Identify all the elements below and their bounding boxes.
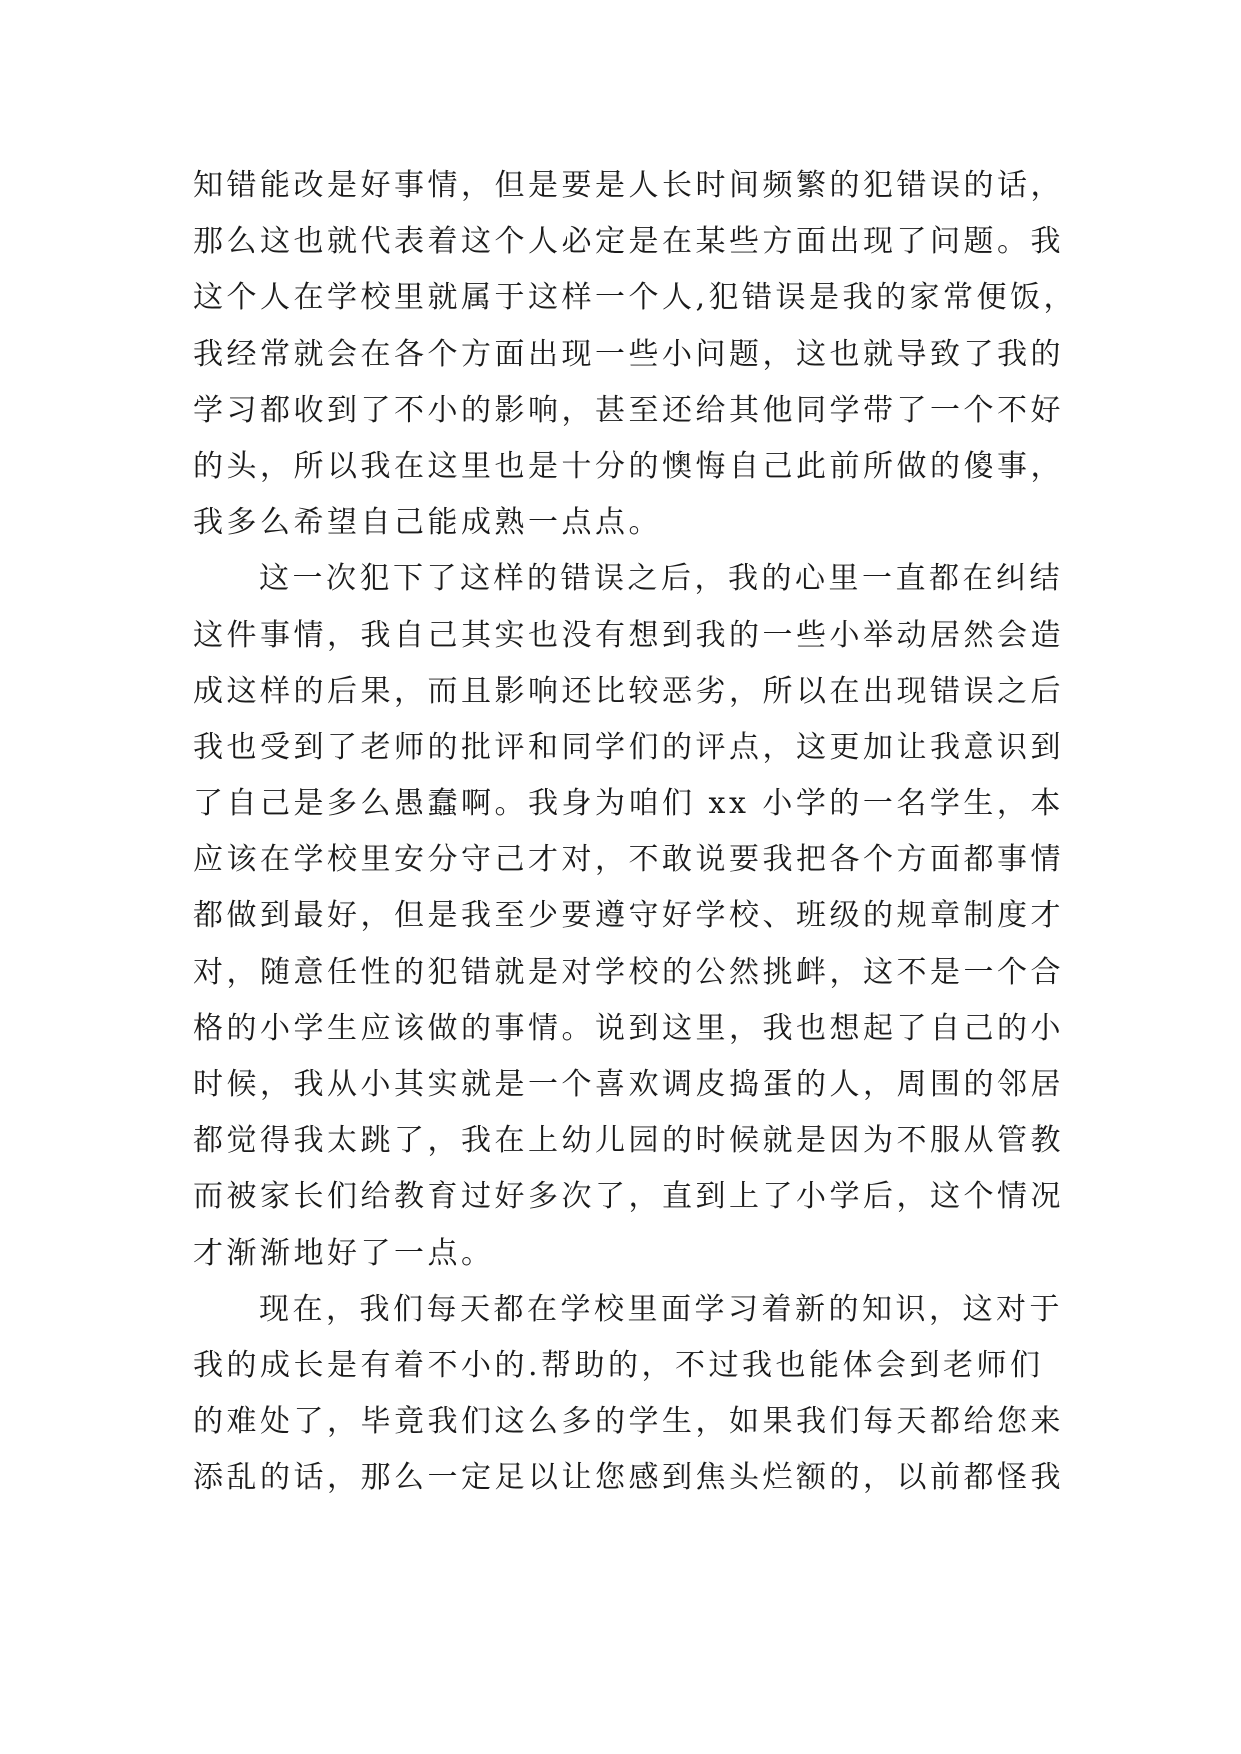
text-line: 都做到最好，但是我至少要遵守好学校、班级的规章制度才 [193, 898, 1064, 934]
text-line: 我经常就会在各个方面出现一些小问题，这也就导致了我的 [193, 336, 1064, 372]
paragraph-first-line: 这一次犯下了这样的错误之后，我的心里一直都在纠结 [259, 561, 1063, 597]
text-line: 的难处了，毕竟我们这么多的学生，如果我们每天都给您来 [193, 1404, 1064, 1440]
text-line: 那么这也就代表着这个人必定是在某些方面出现了问题。我 [193, 224, 1064, 260]
text-line: 我多么希望自己能成熟一点点。 [193, 505, 662, 541]
text-line: 我的成长是有着不小的.帮助的，不过我也能体会到老师们 [193, 1347, 1044, 1383]
text-line: 了自己是多么愚蠢啊。我身为咱们 xx 小学的一名学生，本 [193, 786, 1064, 822]
text-line: 知错能改是好事情，但是要是人长时间频繁的犯错误的话， [193, 168, 1064, 203]
text-line: 格的小学生应该做的事情。说到这里，我也想起了自己的小 [193, 1010, 1064, 1046]
text-line: 这件事情，我自己其实也没有想到我的一些小举动居然会造 [193, 617, 1064, 653]
text-line: 的头，所以我在这里也是十分的懊悔自己此前所做的傻事， [193, 448, 1064, 484]
text-line: 而被家长们给教育过好多次了，直到上了小学后，这个情况 [193, 1179, 1064, 1215]
text-line: 成这样的后果，而且影响还比较恶劣，所以在出现错误之后 [193, 673, 1064, 709]
text-line: 学习都收到了不小的影响，甚至还给其他同学带了一个不好 [193, 392, 1064, 428]
text-line: 时候，我从小其实就是一个喜欢调皮捣蛋的人，周围的邻居 [193, 1067, 1064, 1102]
text-line: 都觉得我太跳了，我在上幼儿园的时候就是因为不服从管教 [193, 1123, 1064, 1159]
body-text [193, 158, 1093, 1507]
text-line: 应该在学校里安分守己才对，不敢说要我把各个方面都事情 [193, 842, 1064, 878]
text-line: 对，随意任性的犯错就是对学校的公然挑衅，这不是一个合 [193, 954, 1064, 990]
text-line: 添乱的话，那么一定足以让您感到焦头烂额的，以前都怪我 [193, 1460, 1064, 1496]
text-line: 这个人在学校里就属于这样一个人,犯错误是我的家常便饭， [193, 280, 1078, 316]
text-line: 我也受到了老师的批评和同学们的评点，这更加让我意识到 [193, 729, 1064, 765]
paragraph-first-line: 现在，我们每天都在学校里面学习着新的知识，这对于 [259, 1291, 1063, 1327]
text-line: 才渐渐地好了一点。 [193, 1235, 495, 1271]
